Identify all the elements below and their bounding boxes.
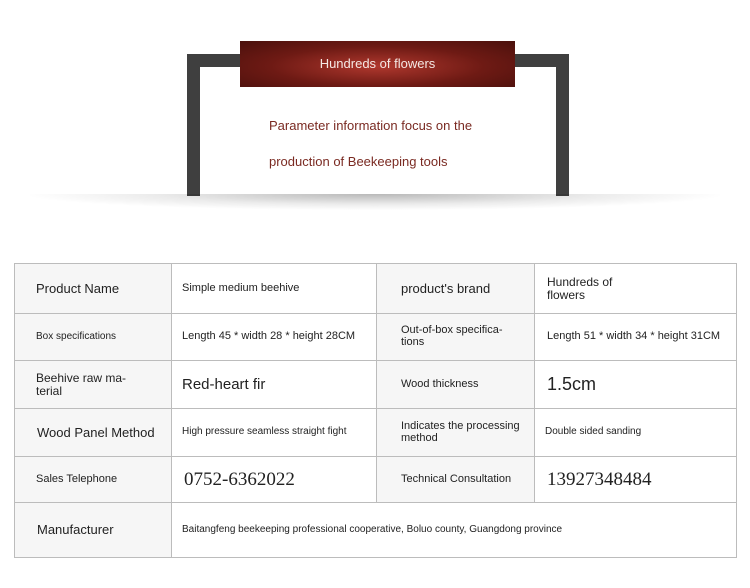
label-manufacturer: Manufacturer [15, 503, 172, 558]
label-product-name: Product Name [15, 264, 172, 314]
value-technical-consultation: 13927348484 [535, 457, 737, 503]
subtitle-line-2: production of Beekeeping tools [269, 154, 448, 169]
table-row [15, 457, 737, 503]
table-row [15, 409, 737, 457]
value-manufacturer: Baitangfeng beekeeping professional cooperative, Boluo county, Guangdong province [172, 503, 737, 558]
label-processing-method: Indicates the processing method [377, 409, 535, 457]
banner-title: Hundreds of flowers [240, 41, 515, 87]
table-row [15, 314, 737, 361]
value-box-spec: Length 45 * width 28 * height 28CM [172, 314, 377, 361]
label-wood-thickness: Wood thickness [377, 361, 535, 409]
value-product-name: Simple medium beehive [172, 264, 377, 314]
value-brand: Hundreds of flowers [535, 264, 737, 314]
label-sales-telephone: Sales Telephone [15, 457, 172, 503]
table-row [15, 264, 737, 314]
value-panel-method: High pressure seamless straight fight [172, 409, 377, 457]
subtitle-line-1: Parameter information focus on the [269, 118, 473, 133]
value-raw-material: Red-heart fir [172, 361, 377, 409]
value-processing-method: Double sided sanding [535, 409, 737, 457]
header-shadow [30, 194, 720, 210]
label-box-spec: Box specifications [15, 314, 172, 361]
parameter-table [14, 263, 737, 558]
label-brand: product's brand [377, 264, 535, 314]
label-panel-method: Wood Panel Method [15, 409, 172, 457]
value-wood-thickness: 1.5cm [535, 361, 737, 409]
label-technical-consultation: Technical Consultation [377, 457, 535, 503]
table-row [15, 503, 737, 558]
label-raw-material: Beehive raw ma-terial [15, 361, 172, 409]
table-row [15, 361, 737, 409]
value-sales-telephone: 0752-6362022 [172, 457, 377, 503]
value-out-of-box-spec: Length 51 * width 34 * height 31CM [535, 314, 737, 361]
label-out-of-box-spec: Out-of-box specifica-tions [377, 314, 535, 361]
